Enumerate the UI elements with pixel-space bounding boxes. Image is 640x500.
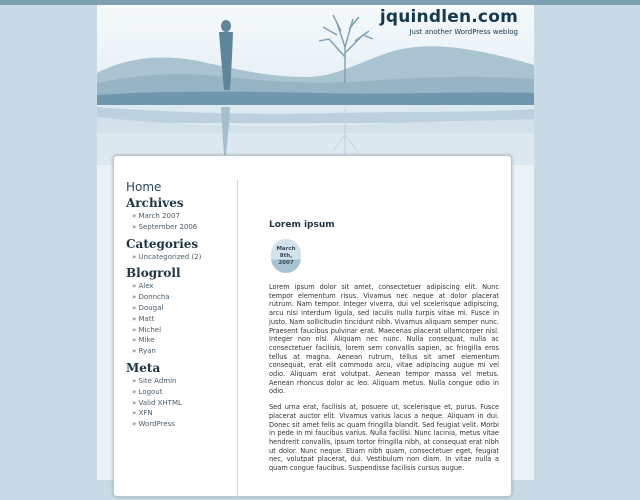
date-line: March 8th, xyxy=(276,246,296,259)
list-item xyxy=(132,303,236,314)
list-item xyxy=(132,419,236,430)
blogroll-link[interactable]: Donncha xyxy=(138,293,170,302)
blogroll-heading: Blogroll xyxy=(126,266,181,281)
post xyxy=(269,220,499,480)
sidebar xyxy=(126,180,236,434)
list-item xyxy=(132,335,236,346)
categories-list xyxy=(126,252,236,263)
meta-link[interactable]: XFN xyxy=(138,409,153,418)
site-tagline: Just another WordPress weblog xyxy=(409,28,518,36)
blogroll-link[interactable]: Matt xyxy=(138,314,155,323)
category-link[interactable]: Uncategorized (2) xyxy=(138,252,202,261)
list-item xyxy=(132,398,236,409)
meta-link[interactable]: Site Admin xyxy=(138,376,177,385)
archives-heading: Archives xyxy=(126,196,184,210)
list-item xyxy=(132,325,236,336)
blogroll-link[interactable]: Ryan xyxy=(138,347,156,356)
date-line: 2007 xyxy=(278,260,294,266)
list-item xyxy=(132,292,236,303)
post-title[interactable]: Lorem ipsum xyxy=(269,220,335,230)
categories-heading: Categories xyxy=(126,236,199,251)
meta-link[interactable]: Logout xyxy=(138,387,163,396)
list-item xyxy=(132,408,236,419)
list-item xyxy=(132,211,236,222)
list-item xyxy=(132,346,236,357)
blogroll-link[interactable]: Mike xyxy=(138,336,155,345)
list-item xyxy=(132,222,236,233)
list-item xyxy=(132,252,236,263)
blogroll-list xyxy=(126,281,236,357)
blogroll-link[interactable]: Michel xyxy=(138,325,162,334)
archive-link[interactable]: March 2007 xyxy=(138,212,180,220)
blogroll-link[interactable]: Dougal xyxy=(138,303,164,312)
list-item xyxy=(132,387,236,398)
date-badge xyxy=(271,239,301,273)
meta-link[interactable]: WordPress xyxy=(138,420,175,429)
list-item xyxy=(132,281,236,292)
post-paragraph: Sed urna erat, facilisis at, posuere ut, scelerisque et, purus. Fusce placerat auctor elit. Vivamus varius lacus a neque. Aliquam in dui. Donec sit amet felis ac quam fringilla blandit. Sed feugiat velit. Morbi in pede in mi faucibus varius. Nulla facilisi. Nunc lacinia, metus vitae hendrerit convallis, ipsum tortor fringilla nibh, at consequat erat nibh ut dolor. Nunc neque. Etiam nibh quam, consectetuer eget, feugiat nec, volutpat placerat, dui. Vestibulum non diam. In vitae nulla a quam congue faucibus. Suspendisse facilisis cursus augue. xyxy=(269,403,499,473)
page-wrapper xyxy=(97,5,534,480)
post-paragraph: Lorem ipsum dolor sit amet, consectetuer adipiscing elit. Nunc tempor elementum risus. Vivamus nec neque at dolor placerat rutrum. Nam tempor. Integer viverra, dui vel scelerisque adipiscing, arcu nisi interdum ligula, sed iaculis nulla turpis vitae mi. Fusce in justo. Nam sollicitudin tincidunt nibh. Vivamus aliquam semper nunc. Praesent faucibus pulvinar erat. Maecenas placerat ullamcorper nisl. Integer non nisl. Aliquam nec nunc. Nulla consequat, nulla ac consectetuer facilisis, lorem sem convallis sapien, ac fringilla eros tellus at magna. Aenean rutrum, tellus sit amet elementum consequat, erat elit commodo arcu, vitae adipiscing augue mi vel odio. Aliquam erat volutpat. Aenean tempor massa vel metus. Aenean rhoncus dolor ac leo. Aliquam metus. Nulla congue odio in odio. xyxy=(269,283,499,396)
archives-list xyxy=(126,211,236,233)
blogroll-link[interactable]: Alex xyxy=(138,282,154,291)
list-item xyxy=(132,376,236,387)
meta-list xyxy=(126,376,236,430)
content-box xyxy=(113,155,512,497)
sidebar-divider xyxy=(237,180,238,500)
site-title[interactable]: jquindlen.com xyxy=(379,7,518,27)
header-banner xyxy=(97,5,534,165)
archive-link[interactable]: September 2006 xyxy=(138,222,198,231)
list-item xyxy=(132,314,236,325)
sidebar-home-link[interactable]: Home xyxy=(126,180,162,194)
meta-heading: Meta xyxy=(126,360,161,375)
meta-link[interactable]: Valid XHTML xyxy=(138,398,182,407)
